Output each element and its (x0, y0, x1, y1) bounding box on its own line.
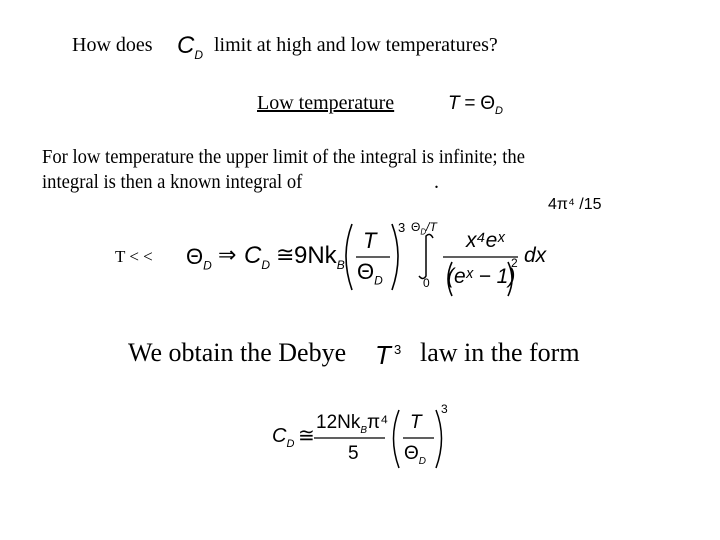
formula1-theta-letter: Θ (186, 244, 204, 269)
formula1-upper-limit-letter: Θ (411, 220, 421, 234)
formula2-frac-den-letter: Θ (404, 443, 419, 464)
question-prefix: How does (72, 34, 153, 56)
formula2-den: 5 (348, 443, 359, 464)
cd-subscript: D (194, 47, 204, 62)
condition-rhs: Θ (480, 93, 495, 114)
formula2-left-paren (394, 410, 400, 468)
formula1-frac-num: T (363, 228, 377, 253)
formula1-upper-limit-tail: /T (426, 220, 437, 234)
formula1-upper-limit-sub: D (420, 227, 427, 237)
formula1-integral-sign (419, 234, 433, 278)
formula1-coef-sub: B (336, 257, 345, 272)
condition-lhs: T (448, 93, 460, 114)
formula2-num-sub: B (360, 424, 368, 436)
formula1-theta-sub: D (203, 258, 212, 273)
formula1-label: T < < (115, 247, 153, 266)
known-integral-value: 4π⁴ /15 (548, 196, 602, 213)
formula2-num-text: 12Nk (316, 412, 361, 433)
formula1-integrand-den: (eˣ − 1) (447, 265, 516, 288)
formula1-left-paren (346, 224, 352, 290)
formula1-cd-sub: D (261, 257, 271, 272)
formula2-right-paren (436, 410, 442, 468)
formula2-cd-letter: C (272, 425, 287, 447)
cd-letter: C (177, 32, 195, 59)
formula1-implies: ⇒ (218, 242, 237, 267)
formula1-right-paren (392, 224, 398, 290)
formula1-den-left-paren (448, 262, 452, 296)
formula1-cd-letter: C (244, 242, 262, 269)
formula1-approx: ≅ (276, 242, 295, 267)
paragraph-line2: integral is then a known integral of (42, 171, 303, 193)
low-temp-heading: Low temperature (257, 92, 395, 114)
formula1-coef-text: 9Nk (294, 242, 337, 269)
paragraph-line1: For low temperature the upper limit of the integral is infinite; the (42, 146, 525, 168)
result-text-before: We obtain the Debye (128, 338, 347, 367)
formula1-power: 3 (398, 220, 406, 235)
formula1-den-right-paren (508, 262, 512, 296)
question-suffix: limit at high and low temperatures? (214, 34, 498, 56)
paragraph-period: . (434, 171, 439, 193)
formula1-lower-limit: 0 (423, 276, 430, 290)
formula2-approx: ≅ (298, 425, 315, 447)
formula2-frac-num: T (410, 412, 422, 433)
formula1-integrand-num: x⁴eˣ (466, 229, 505, 252)
formula1-integrand-den-power: 2 (511, 256, 518, 270)
formula1-dx: dx (524, 244, 547, 267)
result-t-power: 3 (394, 342, 402, 357)
formula2-frac-den-sub: D (418, 455, 427, 467)
condition-eq: = (464, 93, 476, 114)
formula2-cd-sub: D (286, 438, 295, 450)
result-t-symbol: T (375, 340, 391, 370)
formula2-num-tail: π⁴ (367, 412, 389, 433)
formula1-frac-den-letter: Θ (357, 259, 375, 284)
formula2-power: 3 (441, 402, 448, 416)
result-text-after: law in the form (420, 338, 580, 367)
condition-sub: D (495, 104, 503, 117)
formula1-frac-den-sub: D (374, 273, 383, 288)
